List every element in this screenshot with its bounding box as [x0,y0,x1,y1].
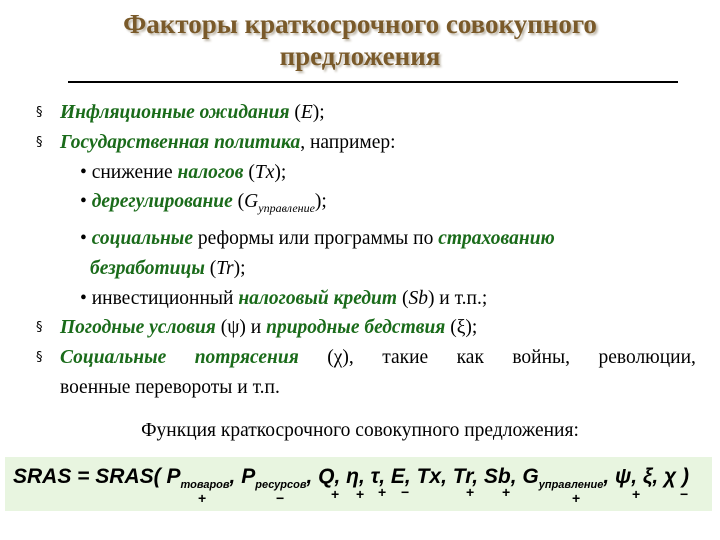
sign-tau: + [378,484,387,500]
sub-marker: • [80,287,87,309]
sign-sb: + [502,484,511,500]
subitem-tax-cut: • снижение налогов (Tx); [80,161,287,183]
sign-p-resources: − [276,490,285,506]
factor-list [36,98,696,403]
bullet-social-shocks: § Социальные потрясения (χ), такие как войны, революции, [36,343,696,373]
bullet-marker: § [36,105,43,120]
title-rule [68,81,678,83]
subitem-social-reforms: • социальные реформы или программы по страхованию [80,228,555,250]
sras-formula: SRAS = SRAS( $P_{товаров}$, $P_{ресурсов}$, Q, η, τ, E, Tx, Tr, Sb, $G_{управление}$, ψ, ξ, χ ) [13,465,689,492]
sras-formula-box [5,457,712,511]
slide-title: Факторы краткосрочного совокупного предложения [123,9,597,71]
bullet-marker: § [36,350,43,366]
sub-marker: • [80,161,87,183]
sign-e: − [401,484,410,500]
bullet-marker: § [36,134,43,150]
sign-tr: + [466,484,475,500]
sign-g: + [572,490,581,506]
sign-eta: + [356,486,365,502]
formula-caption: Функция краткосрочного совокупного предложения: [141,420,579,441]
subitem-investment-credit: • инвестиционный налоговый кредит (Sb) и т.п.; [80,287,488,309]
subitem-deregulation: • дерегулирование $(G_{управление})$; [80,191,327,216]
bullet-government-policy: § Государственная политика, например: [36,128,696,158]
sign-xi: − [680,486,689,502]
bullet-marker: § [36,320,43,336]
sub-marker: • [80,191,87,213]
bullet-social-shocks-cont: военные перевороты и т.п. [60,377,280,399]
sub-marker: • [80,228,87,250]
bullet-weather-disasters: § Погодные условия (ψ) и природные бедствия (ξ); [36,313,696,343]
sign-q: + [331,486,340,502]
sign-psi: + [632,486,641,502]
subitem-social-reforms-cont: безработицы (Tr); [90,257,246,279]
bullet-inflation-expectations: § Инфляционные ожидания (E); [36,98,696,128]
sign-p-goods: + [198,490,207,506]
